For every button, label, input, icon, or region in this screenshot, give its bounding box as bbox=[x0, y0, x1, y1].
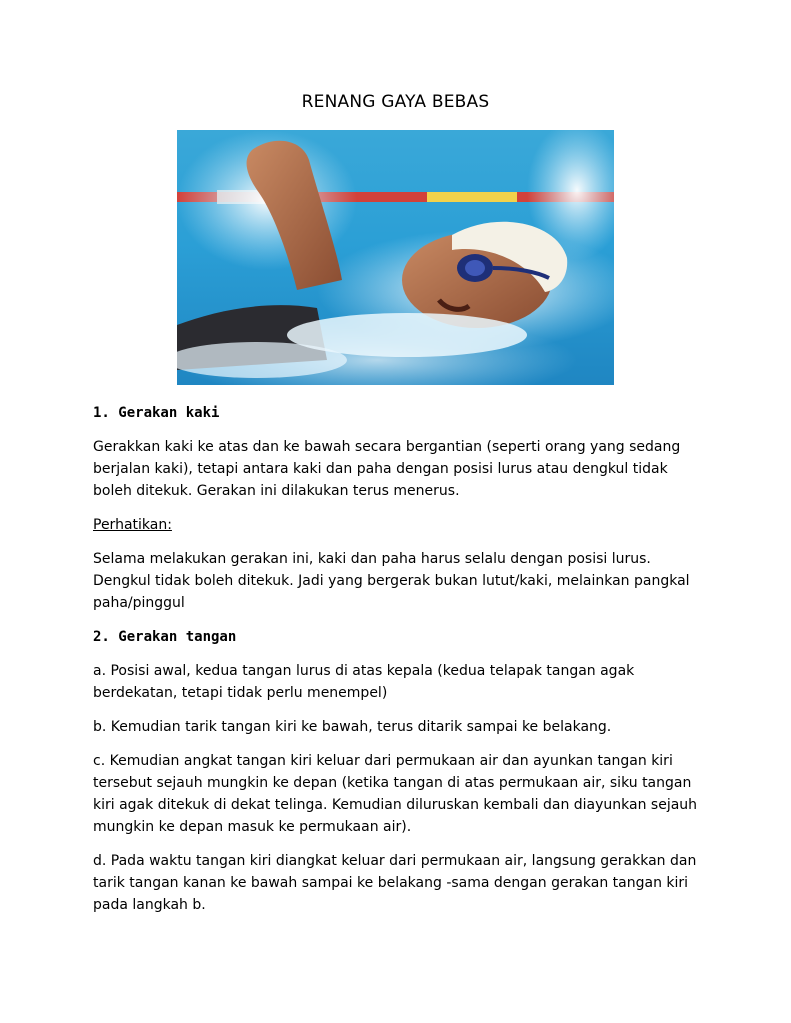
step-c: c. Kemudian angkat tangan kiri keluar dari permukaan air dan ayunkan tangan kiri tersebut sejauh mungkin ke depan (ketika tangan di atas permukaan air, siku tangan kiri agak ditekuk di dekat telinga. Kemudian diluruskan kembali dan diayunkan sejauh mungkin ke depan masuk ke permukaan air). bbox=[93, 753, 698, 835]
step-b: b. Kemudian tarik tangan kiri ke bawah, terus ditarik sampai ke belakang. bbox=[93, 719, 612, 735]
page-title: RENANG GAYA BEBAS bbox=[301, 92, 490, 112]
note-label: Perhatikan: bbox=[93, 517, 172, 533]
note-paragraph: Selama melakukan gerakan ini, kaki dan paha harus selalu dengan posisi lurus. Dengkul tidak boleh ditekuk. Jadi yang bergerak bukan lutut/kaki, melainkan pangkal paha/pinggul bbox=[93, 551, 690, 611]
step-a: a. Posisi awal, kedua tangan lurus di atas kepala (kedua telapak tangan agak berdekatan, tetapi tidak perlu menempel) bbox=[93, 663, 635, 701]
section-heading-kaki: 1. Gerakan kaki bbox=[93, 405, 220, 421]
freestyle-swimmer-photo bbox=[177, 130, 614, 385]
section-heading-tangan: 2. Gerakan tangan bbox=[93, 629, 237, 645]
paragraph-kaki: Gerakkan kaki ke atas dan ke bawah secara bergantian (seperti orang yang sedang berjalan kaki), tetapi antara kaki dan paha dengan posisi lurus atau dengkul tidak boleh ditekuk. Gerakan ini dilakukan terus menerus. bbox=[93, 439, 681, 499]
document-body bbox=[93, 402, 703, 928]
step-d: d. Pada waktu tangan kiri diangkat keluar dari permukaan air, langsung gerakkan dan tarik tangan kanan ke bawah sampai ke belakang -sama dengan gerakan tangan kiri pada langkah b. bbox=[93, 853, 697, 913]
